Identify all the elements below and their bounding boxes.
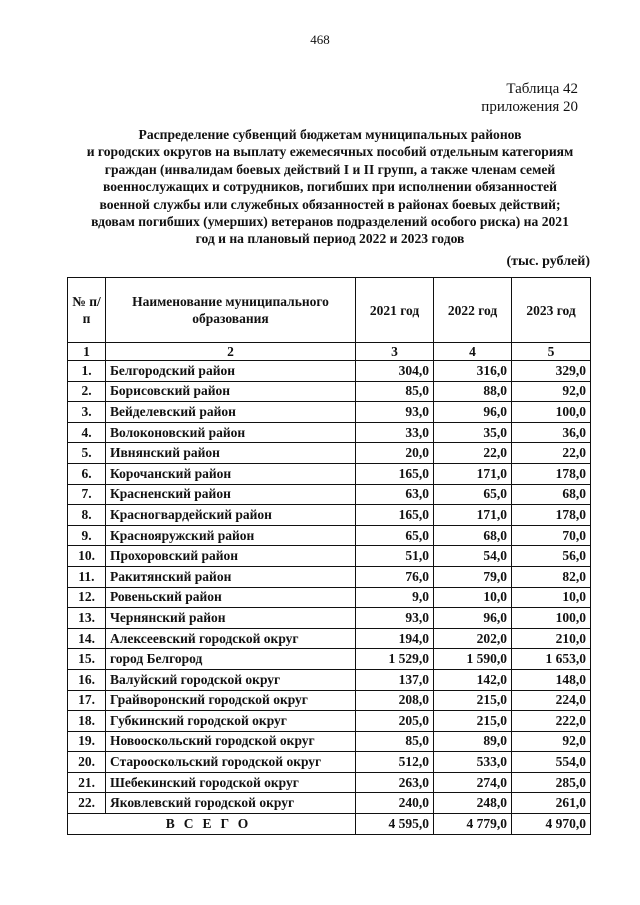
value-2023: 70,0 <box>512 525 591 546</box>
municipality-name: Шебекинский городской округ <box>106 772 356 793</box>
value-2021: 304,0 <box>356 361 434 382</box>
value-2021: 165,0 <box>356 463 434 484</box>
table-row <box>68 422 591 443</box>
table-row <box>68 484 591 505</box>
value-2021: 9,0 <box>356 587 434 608</box>
title-line: вдовам погибших (умерших) ветеранов подразделений особого риска) на 2021 <box>91 214 569 230</box>
value-2021: 165,0 <box>356 505 434 526</box>
row-number: 11. <box>68 566 106 587</box>
municipality-name: Борисовский район <box>106 381 356 402</box>
table-row <box>68 402 591 423</box>
title-line: и городских округов на выплату ежемесячных пособий отдельным категориям <box>86 144 574 160</box>
document-title <box>70 126 590 248</box>
value-2023: 92,0 <box>512 731 591 752</box>
value-2023: 10,0 <box>512 587 591 608</box>
value-2021: 85,0 <box>356 381 434 402</box>
municipality-name: Новооскольский городской округ <box>106 731 356 752</box>
municipality-name: Вейделевский район <box>106 402 356 423</box>
value-2023: 554,0 <box>512 752 591 773</box>
value-2022: 142,0 <box>434 669 512 690</box>
title-line: военнослужащих и сотрудников, погибших при исполнении обязанностей <box>103 179 557 195</box>
value-2023: 224,0 <box>512 690 591 711</box>
municipality-name: Белгородский район <box>106 361 356 382</box>
value-2021: 194,0 <box>356 628 434 649</box>
municipality-name: Волоконовский район <box>106 422 356 443</box>
value-2021: 205,0 <box>356 711 434 732</box>
value-2021: 93,0 <box>356 608 434 629</box>
value-2023: 68,0 <box>512 484 591 505</box>
municipality-name: Губкинский городской округ <box>106 711 356 732</box>
row-number: 20. <box>68 752 106 773</box>
value-2023: 210,0 <box>512 628 591 649</box>
value-2022: 171,0 <box>434 463 512 484</box>
municipality-name: Ракитянский район <box>106 566 356 587</box>
row-number: 5. <box>68 443 106 464</box>
value-2022: 54,0 <box>434 546 512 567</box>
header-row <box>68 278 591 343</box>
table-caption <box>481 80 578 116</box>
row-number: 7. <box>68 484 106 505</box>
value-2022: 533,0 <box>434 752 512 773</box>
value-2022: 215,0 <box>434 711 512 732</box>
table-row <box>68 772 591 793</box>
value-2022: 316,0 <box>434 361 512 382</box>
table-row <box>68 546 591 567</box>
value-2022: 65,0 <box>434 484 512 505</box>
table-row <box>68 381 591 402</box>
value-2022: 68,0 <box>434 525 512 546</box>
value-2021: 137,0 <box>356 669 434 690</box>
value-2022: 248,0 <box>434 793 512 814</box>
table-row <box>68 793 591 814</box>
municipality-name: Ивнянский район <box>106 443 356 464</box>
value-2022: 1 590,0 <box>434 649 512 670</box>
caption-appendix: приложения 20 <box>481 99 578 115</box>
value-2022: 202,0 <box>434 628 512 649</box>
table-row <box>68 443 591 464</box>
value-2021: 512,0 <box>356 752 434 773</box>
row-number: 1. <box>68 361 106 382</box>
value-2023: 261,0 <box>512 793 591 814</box>
row-number: 2. <box>68 381 106 402</box>
municipality-name: Ровеньский район <box>106 587 356 608</box>
municipality-name: Валуйский городской округ <box>106 669 356 690</box>
value-2021: 65,0 <box>356 525 434 546</box>
row-number: 21. <box>68 772 106 793</box>
value-2021: 263,0 <box>356 772 434 793</box>
municipality-name: Прохоровский район <box>106 546 356 567</box>
value-2022: 35,0 <box>434 422 512 443</box>
value-2022: 88,0 <box>434 381 512 402</box>
total-row <box>68 814 591 835</box>
value-2022: 79,0 <box>434 566 512 587</box>
value-2023: 100,0 <box>512 402 591 423</box>
title-line: Распределение субвенций бюджетам муниципальных районов <box>138 127 522 142</box>
table-row <box>68 463 591 484</box>
value-2022: 274,0 <box>434 772 512 793</box>
value-2022: 171,0 <box>434 505 512 526</box>
value-2021: 240,0 <box>356 793 434 814</box>
row-number: 17. <box>68 690 106 711</box>
table-row <box>68 752 591 773</box>
row-number: 12. <box>68 587 106 608</box>
value-2023: 148,0 <box>512 669 591 690</box>
value-2021: 20,0 <box>356 443 434 464</box>
municipality-name: Яковлевский городской округ <box>106 793 356 814</box>
table-row <box>68 669 591 690</box>
municipality-name: Корочанский район <box>106 463 356 484</box>
row-number: 10. <box>68 546 106 567</box>
value-2023: 1 653,0 <box>512 649 591 670</box>
row-number: 4. <box>68 422 106 443</box>
column-number: 1 <box>68 343 106 361</box>
title-line: граждан (инвалидам боевых действий I и II групп, а также членам семей <box>104 161 556 177</box>
row-number: 6. <box>68 463 106 484</box>
value-2023: 92,0 <box>512 381 591 402</box>
municipality-name: Чернянский район <box>106 608 356 629</box>
column-number: 3 <box>356 343 434 361</box>
value-2023: 285,0 <box>512 772 591 793</box>
value-2023: 22,0 <box>512 443 591 464</box>
header-2022: 2022 год <box>434 278 512 343</box>
column-number: 2 <box>106 343 356 361</box>
value-2023: 178,0 <box>512 505 591 526</box>
value-2023: 82,0 <box>512 566 591 587</box>
header-number: № п/п <box>68 278 106 343</box>
header-2023: 2023 год <box>512 278 591 343</box>
total-2022: 4 779,0 <box>434 814 512 835</box>
caption-table-number: Таблица 42 <box>506 81 578 97</box>
row-number: 16. <box>68 669 106 690</box>
municipality-name: Алексеевский городской округ <box>106 628 356 649</box>
table-row <box>68 608 591 629</box>
row-number: 14. <box>68 628 106 649</box>
value-2022: 96,0 <box>434 402 512 423</box>
value-2022: 96,0 <box>434 608 512 629</box>
value-2021: 85,0 <box>356 731 434 752</box>
column-number: 5 <box>512 343 591 361</box>
value-2022: 89,0 <box>434 731 512 752</box>
value-2021: 76,0 <box>356 566 434 587</box>
row-number: 19. <box>68 731 106 752</box>
value-2021: 33,0 <box>356 422 434 443</box>
total-2021: 4 595,0 <box>356 814 434 835</box>
value-2023: 36,0 <box>512 422 591 443</box>
value-2021: 1 529,0 <box>356 649 434 670</box>
column-number-row <box>68 343 591 361</box>
value-2023: 329,0 <box>512 361 591 382</box>
table-row <box>68 361 591 382</box>
row-number: 9. <box>68 525 106 546</box>
title-line: военной службы или служебных обязанностей в районах боевых действий; <box>99 196 561 212</box>
table-row <box>68 731 591 752</box>
value-2022: 10,0 <box>434 587 512 608</box>
table-row <box>68 587 591 608</box>
header-municipality: Наименование муниципального образования <box>106 278 356 343</box>
units-label: (тыс. рублей) <box>506 254 590 269</box>
row-number: 18. <box>68 711 106 732</box>
table-row <box>68 566 591 587</box>
value-2021: 63,0 <box>356 484 434 505</box>
table-row <box>68 711 591 732</box>
municipality-name: Краснояружский район <box>106 525 356 546</box>
row-number: 3. <box>68 402 106 423</box>
header-2021: 2021 год <box>356 278 434 343</box>
row-number: 8. <box>68 505 106 526</box>
value-2023: 56,0 <box>512 546 591 567</box>
municipality-name: Старооскольский городской округ <box>106 752 356 773</box>
value-2022: 22,0 <box>434 443 512 464</box>
table-row <box>68 505 591 526</box>
value-2021: 93,0 <box>356 402 434 423</box>
value-2023: 222,0 <box>512 711 591 732</box>
municipality-name: Красненский район <box>106 484 356 505</box>
value-2023: 178,0 <box>512 463 591 484</box>
subvention-table <box>67 277 591 835</box>
total-2023: 4 970,0 <box>512 814 591 835</box>
total-label: ВСЕГО <box>68 814 356 835</box>
value-2021: 51,0 <box>356 546 434 567</box>
value-2021: 208,0 <box>356 690 434 711</box>
table-row <box>68 628 591 649</box>
municipality-name: Красногвардейский район <box>106 505 356 526</box>
title-line: год и на плановый период 2022 и 2023 годов <box>195 231 465 247</box>
value-2022: 215,0 <box>434 690 512 711</box>
page-number: 468 <box>310 32 330 47</box>
column-number: 4 <box>434 343 512 361</box>
table-row <box>68 690 591 711</box>
table-row <box>68 525 591 546</box>
row-number: 15. <box>68 649 106 670</box>
municipality-name: Грайворонский городской округ <box>106 690 356 711</box>
municipality-name: город Белгород <box>106 649 356 670</box>
value-2023: 100,0 <box>512 608 591 629</box>
row-number: 13. <box>68 608 106 629</box>
table-row <box>68 649 591 670</box>
row-number: 22. <box>68 793 106 814</box>
